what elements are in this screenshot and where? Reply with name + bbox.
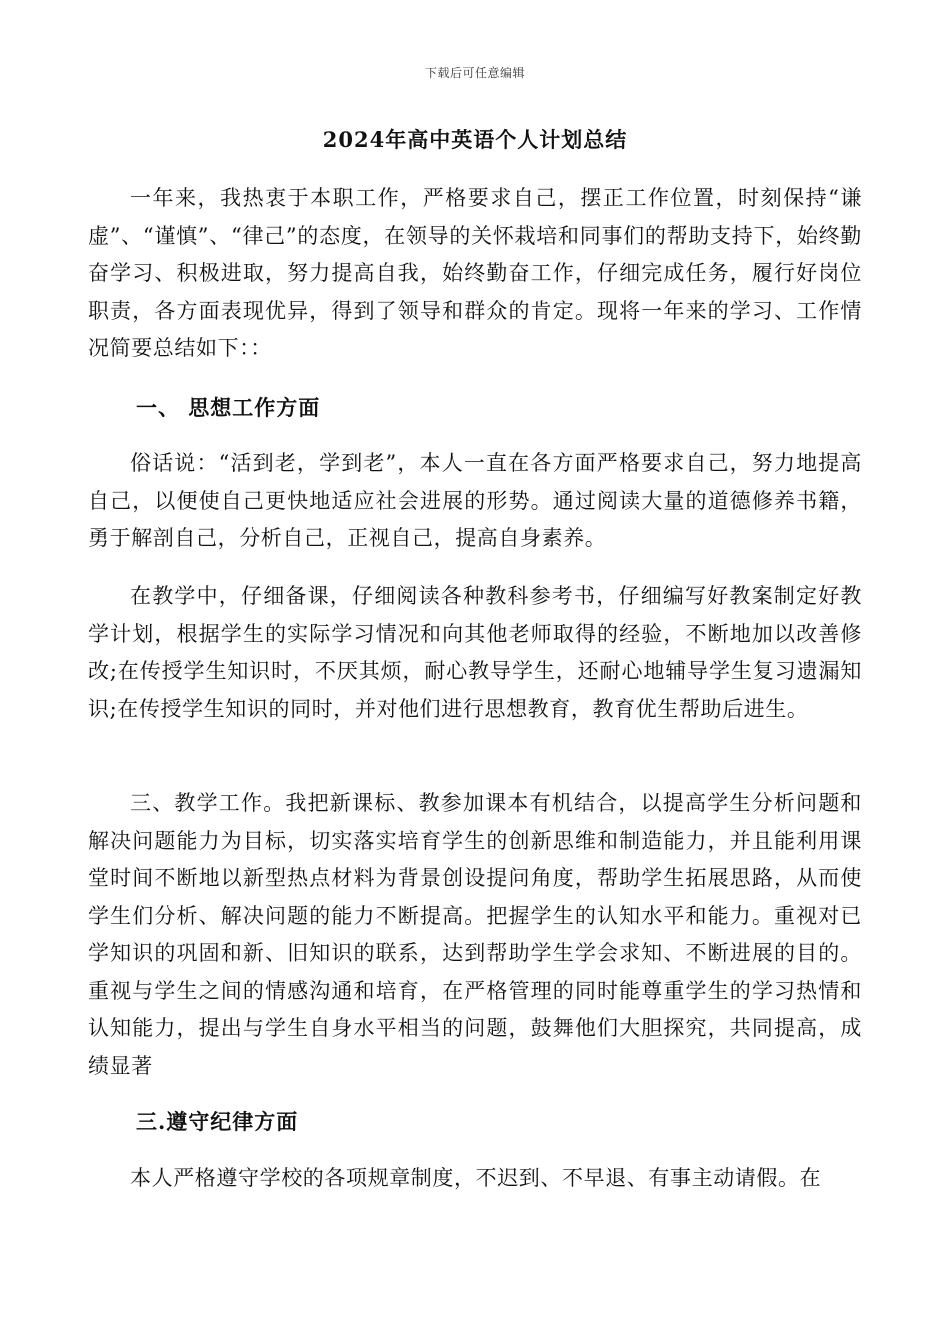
teaching-paragraph: 三、教学工作。我把新课标、教参加课本有机结合，以提高学生分析问题和解决问题能力为目标，切实落实培育学生的创新思维和制造能力，并且能利用课堂时间不断地以新型热点材料为背景创设提问角度，帮助学生拓展思路，从而使学生们分析、解决问题的能力不断提高。把握学生的认知水平和能力。重视对已学知识的巩固和新、旧知识的联系，达到帮助学生学会求知、不断进展的目的。重视与学生之间的情感沟通和培育，在严格管理的同时能尊重学生的学习热情和认知能力，提出与学生自身水平相当的问题，鼓舞他们大胆探究，共同提高，成绩显著 (88, 791, 862, 1078)
discipline-paragraph: 本人严格遵守学校的各项规章制度，不迟到、不早退、有事主动请假。在 (130, 1166, 822, 1190)
intro-paragraph: 一年来，我热衷于本职工作，严格要求自己，摆正工作位置，时刻保持“谦虚”、“谨慎”、“律己”的态度，在领导的关怀栽培和同事们的帮助支持下，始终勤奋学习、积极进取，努力提高自我，始终勤奋工作，仔细完成任务，履行好岗位职责，各方面表现优异，得到了领导和群众的肯定。现将一年来的学习、工作情况简要总结如下：： (88, 186, 862, 360)
thought-paragraph-1: 俗话说：“活到老，学到老”，本人一直在各方面严格要求自己，努力地提高自己，以便使自己更快地适应社会进展的形势。通过阅读大量的道德修养书籍，勇于解剖自己，分析自己，正视自己，提高自身素养。 (88, 451, 862, 550)
header-note: 下载后可任意编辑 (424, 66, 525, 80)
section-heading-thought: 一、 思想工作方面 (136, 395, 321, 420)
section-heading-discipline: 三.遵守纪律方面 (136, 1109, 299, 1134)
document-title: 2024年高中英语个人计划总结 (322, 127, 628, 152)
thought-paragraph-2: 在教学中，仔细备课，仔细阅读各种教科参考书，仔细编写好教案制定好教学计划，根据学生的实际学习情况和向其他老师取得的经验，不断地加以改善修改;在传授学生知识时，不厌其烦，耐心教导学生，还耐心地辅导学生复习遗漏知识;在传授学生知识的同时，并对他们进行思想教育，教育优生帮助后进生。 (88, 584, 862, 721)
